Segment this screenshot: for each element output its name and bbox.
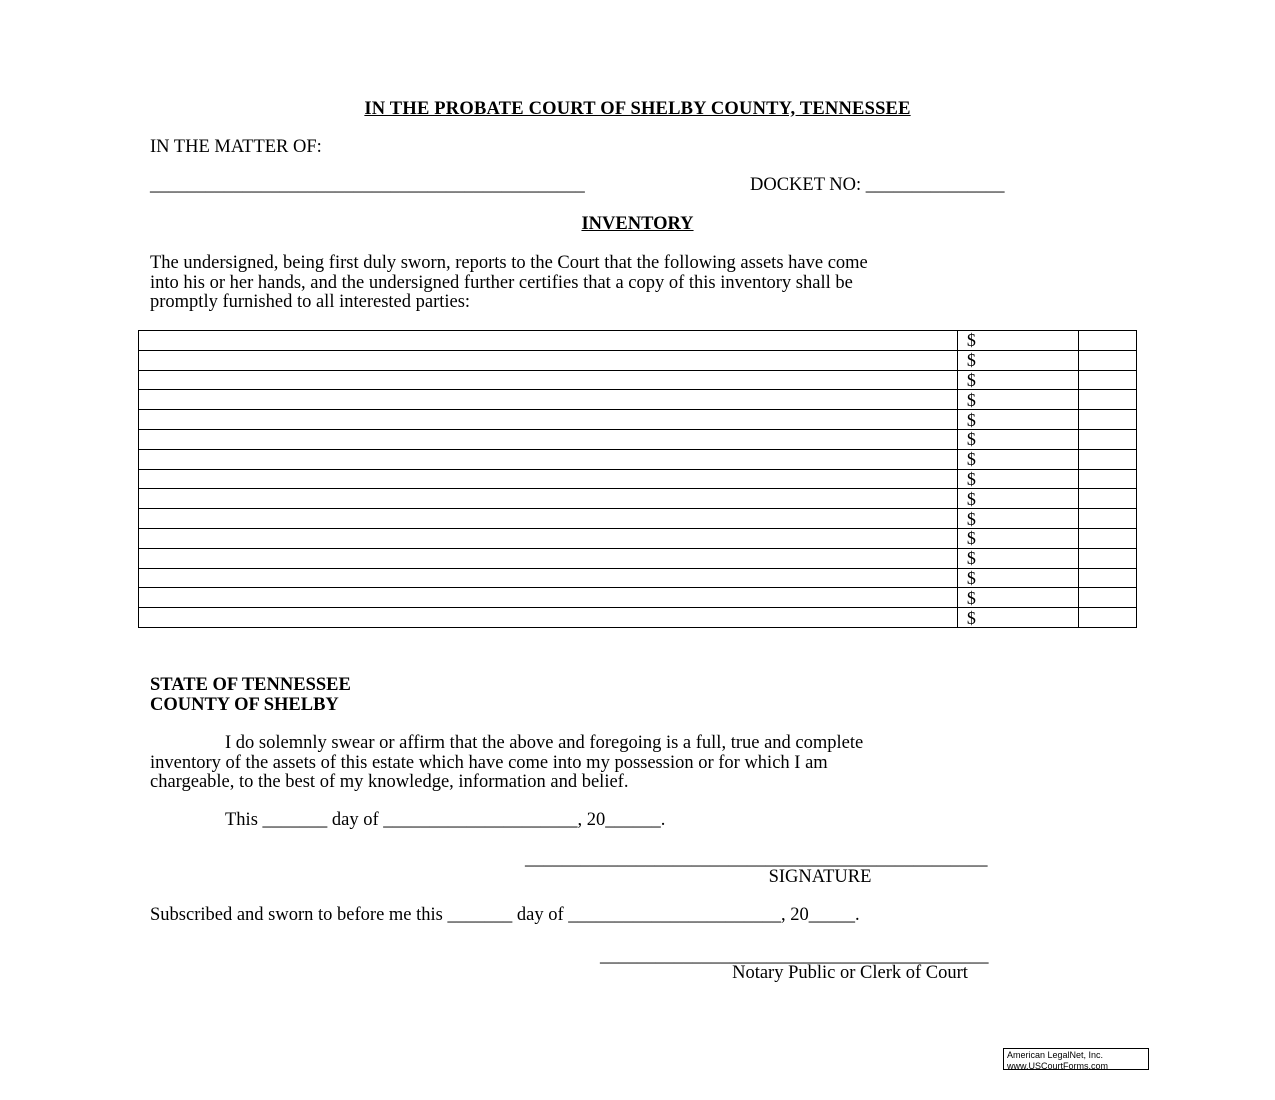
asset-cents-cell[interactable] — [1078, 548, 1136, 568]
asset-description-cell[interactable] — [139, 449, 958, 469]
asset-cents-cell[interactable] — [1078, 608, 1136, 628]
notary-label: Notary Public or Clerk of Court — [732, 963, 968, 983]
asset-value-cell[interactable]: $ — [957, 489, 1078, 509]
asset-description-cell[interactable] — [139, 588, 958, 608]
asset-description-cell[interactable] — [139, 608, 958, 628]
matter-name-field[interactable]: _______________________________________________ — [150, 175, 585, 195]
asset-cents-cell[interactable] — [1078, 588, 1136, 608]
asset-value-cell[interactable]: $ — [957, 608, 1078, 628]
oath-date-line[interactable]: This _______ day of _____________________, 20______. — [225, 810, 666, 830]
asset-description-cell[interactable] — [139, 410, 958, 430]
asset-cents-cell[interactable] — [1078, 509, 1136, 529]
asset-description-cell[interactable] — [139, 469, 958, 489]
asset-description-cell[interactable] — [139, 568, 958, 588]
intro-line: into his or her hands, and the undersigned further certifies that a copy of this inventory shall be — [150, 272, 853, 293]
inventory-intro — [150, 254, 1135, 313]
notary-signature-line[interactable]: __________________________________________ — [600, 946, 989, 966]
asset-cents-cell[interactable] — [1078, 370, 1136, 390]
asset-description-cell[interactable] — [139, 331, 958, 351]
inventory-row — [139, 370, 1137, 390]
asset-value-cell[interactable]: $ — [957, 350, 1078, 370]
inventory-row — [139, 608, 1137, 628]
asset-cents-cell[interactable] — [1078, 331, 1136, 351]
inventory-row — [139, 449, 1137, 469]
venue-county: COUNTY OF SHELBY — [150, 694, 339, 715]
asset-cents-cell[interactable] — [1078, 469, 1136, 489]
intro-line: promptly furnished to all interested parties: — [150, 292, 471, 312]
asset-value-cell[interactable]: $ — [957, 390, 1078, 410]
inventory-row — [139, 528, 1137, 548]
publisher-box — [1003, 1048, 1149, 1070]
publisher-name: American LegalNet, Inc. — [1007, 1050, 1104, 1060]
asset-description-cell[interactable] — [139, 350, 958, 370]
asset-cents-cell[interactable] — [1078, 489, 1136, 509]
signature-label: SIGNATURE — [768, 867, 872, 887]
asset-description-cell[interactable] — [139, 489, 958, 509]
asset-cents-cell[interactable] — [1078, 449, 1136, 469]
inventory-row — [139, 548, 1137, 568]
venue-block — [150, 676, 351, 715]
oath-paragraph — [150, 734, 1140, 793]
asset-value-cell[interactable]: $ — [957, 410, 1078, 430]
asset-cents-cell[interactable] — [1078, 429, 1136, 449]
docket-number-field[interactable]: DOCKET NO: _______________ — [750, 175, 1005, 195]
asset-cents-cell[interactable] — [1078, 568, 1136, 588]
asset-description-cell[interactable] — [139, 370, 958, 390]
asset-cents-cell[interactable] — [1078, 390, 1136, 410]
asset-description-cell[interactable] — [139, 390, 958, 410]
inventory-row — [139, 350, 1137, 370]
inventory-row — [139, 429, 1137, 449]
inventory-row — [139, 390, 1137, 410]
inventory-table — [138, 330, 1137, 628]
asset-value-cell[interactable]: $ — [957, 548, 1078, 568]
inventory-row — [139, 588, 1137, 608]
asset-value-cell[interactable]: $ — [957, 568, 1078, 588]
asset-value-cell[interactable]: $ — [957, 588, 1078, 608]
oath-line: I do solemnly swear or affirm that the above and foregoing is a full, true and complete — [225, 733, 864, 753]
inventory-row — [139, 489, 1137, 509]
asset-description-cell[interactable] — [139, 429, 958, 449]
asset-cents-cell[interactable] — [1078, 528, 1136, 548]
inventory-row — [139, 410, 1137, 430]
inventory-title: INVENTORY — [581, 214, 694, 234]
asset-description-cell[interactable] — [139, 509, 958, 529]
asset-cents-cell[interactable] — [1078, 350, 1136, 370]
matter-label: IN THE MATTER OF: — [150, 137, 322, 157]
asset-cents-cell[interactable] — [1078, 410, 1136, 430]
publisher-website[interactable]: www.USCourtForms.com — [1007, 1060, 1109, 1071]
intro-line: The undersigned, being first duly sworn, reports to the Court that the following assets have come — [150, 253, 868, 273]
asset-value-cell[interactable]: $ — [957, 331, 1078, 351]
asset-description-cell[interactable] — [139, 548, 958, 568]
oath-line: chargeable, to the best of my knowledge, information and belief. — [150, 772, 629, 792]
asset-value-cell[interactable]: $ — [957, 370, 1078, 390]
asset-value-cell[interactable]: $ — [957, 469, 1078, 489]
inventory-row — [139, 331, 1137, 351]
asset-value-cell[interactable]: $ — [957, 429, 1078, 449]
asset-value-cell[interactable]: $ — [957, 528, 1078, 548]
asset-description-cell[interactable] — [139, 528, 958, 548]
subscribed-date-line[interactable]: Subscribed and sworn to before me this _______ day of _______________________, 20_____. — [150, 905, 860, 925]
asset-value-cell[interactable]: $ — [957, 509, 1078, 529]
venue-state: STATE OF TENNESSEE — [150, 675, 351, 695]
court-title: IN THE PROBATE COURT OF SHELBY COUNTY, TENNESSEE — [364, 99, 911, 119]
oath-line: inventory of the assets of this estate which have come into my possession or for which I am — [150, 752, 828, 773]
signature-line[interactable]: __________________________________________________ — [525, 849, 988, 869]
asset-value-cell[interactable]: $ — [957, 449, 1078, 469]
inventory-row — [139, 568, 1137, 588]
inventory-row — [139, 509, 1137, 529]
inventory-row — [139, 469, 1137, 489]
